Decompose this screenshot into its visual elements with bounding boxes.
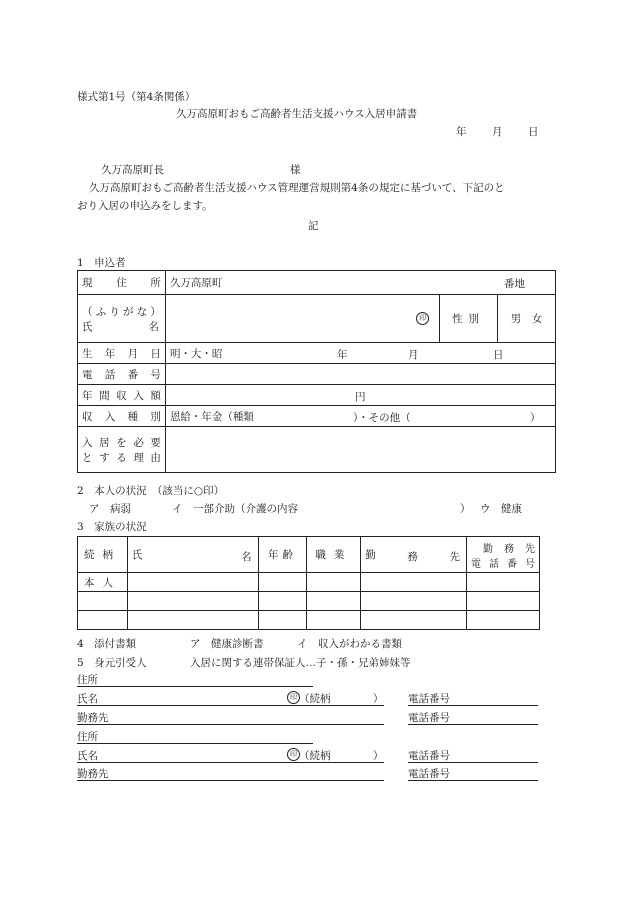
guarantor1-workplace-label: 勤務先 bbox=[77, 712, 109, 724]
reason-field[interactable] bbox=[165, 427, 555, 473]
guarantor2-work-phone[interactable] bbox=[408, 766, 538, 781]
form-number: 様式第1号（第4条関係） bbox=[77, 91, 196, 103]
guarantor1-name-label: 氏名 bbox=[77, 693, 98, 705]
gender-label: 性別 bbox=[440, 295, 498, 343]
family-cell[interactable] bbox=[361, 573, 467, 592]
ki-label: 記 bbox=[308, 220, 319, 232]
guarantor2-workplace-label: 勤務先 bbox=[77, 768, 109, 780]
attachment-b: イ 収入がわかる書類 bbox=[297, 638, 402, 650]
family-cell[interactable] bbox=[127, 592, 258, 611]
guarantor2-address-label: 住所 bbox=[77, 731, 98, 743]
guarantor2-phone[interactable] bbox=[408, 748, 538, 763]
birth-year: 年 bbox=[336, 349, 348, 361]
income-type-close: ） bbox=[529, 412, 541, 424]
birth-month: 月 bbox=[407, 349, 419, 361]
status-option-b[interactable]: イ 一部介助（介護の内容 bbox=[172, 503, 298, 515]
form-title: 久万高原町おもご高齢者生活支援ハウス入居申請書 bbox=[176, 108, 418, 120]
col-name-a: 氏 bbox=[131, 549, 143, 561]
birth-eras[interactable]: 明・大・昭 bbox=[169, 347, 223, 360]
section3-heading: 3 家族の状況 bbox=[77, 521, 147, 533]
col-relation: 続柄 bbox=[78, 537, 128, 573]
name-cell[interactable] bbox=[165, 295, 439, 343]
address-suffix: 番地 bbox=[504, 278, 525, 290]
birth-label: 生年月日 bbox=[82, 347, 161, 360]
family-cell[interactable] bbox=[258, 573, 307, 592]
birth-day: 日 bbox=[492, 349, 504, 361]
col-name-b: 名 bbox=[241, 551, 252, 563]
family-cell[interactable] bbox=[78, 611, 128, 630]
gender-options[interactable]: 男 女 bbox=[498, 295, 556, 343]
guarantor2-phone-label: 電話番号 bbox=[408, 750, 450, 762]
guarantor1-relation-close: ） bbox=[373, 693, 384, 705]
status-close: ） bbox=[460, 503, 471, 515]
name-label: 氏名 bbox=[82, 320, 159, 333]
guarantor2-name-label: 氏名 bbox=[77, 750, 98, 762]
col-work-phone-2: 電話番号 bbox=[471, 558, 535, 570]
family-cell[interactable] bbox=[361, 611, 467, 630]
section4-heading: 4 添付書類 bbox=[77, 638, 137, 650]
col-work-a: 勤 bbox=[365, 549, 376, 561]
col-work-b: 務 bbox=[407, 551, 418, 563]
guarantor1-workplace[interactable] bbox=[77, 710, 384, 725]
address-label: 現住所 bbox=[82, 277, 161, 289]
guarantor1-address[interactable] bbox=[77, 672, 313, 687]
status-option-c[interactable]: ウ 健康 bbox=[480, 503, 522, 515]
phone-field[interactable] bbox=[165, 364, 555, 385]
section1-heading: 1 申込者 bbox=[77, 257, 126, 269]
guarantor1-work-phone-label: 電話番号 bbox=[408, 712, 450, 724]
family-cell[interactable] bbox=[307, 592, 361, 611]
section2-heading: 2 本人の状況 （該当に○印） bbox=[77, 485, 225, 497]
guarantor1-phone-label: 電話番号 bbox=[408, 693, 450, 705]
family-cell[interactable] bbox=[467, 573, 540, 592]
family-cell[interactable] bbox=[307, 573, 361, 592]
income-unit: 円 bbox=[354, 391, 366, 403]
family-cell[interactable] bbox=[307, 611, 361, 630]
family-cell[interactable] bbox=[258, 592, 307, 611]
guarantor2-workplace[interactable] bbox=[77, 766, 384, 781]
guarantor2-work-phone-label: 電話番号 bbox=[408, 768, 450, 780]
guarantor1-relation: （続柄 bbox=[299, 693, 331, 705]
income-type-label: 収入種別 bbox=[82, 410, 161, 423]
col-age: 年齢 bbox=[258, 537, 307, 573]
guarantor2-seal-icon: 印 bbox=[287, 748, 300, 761]
intro-line-2: おり入居の申込みをします。 bbox=[77, 200, 213, 212]
family-cell[interactable] bbox=[467, 611, 540, 630]
date-month: 月 bbox=[492, 126, 503, 138]
seal-icon: 印 bbox=[416, 312, 429, 325]
guarantor-description: 入居に関する連帯保証人…子・孫・兄弟姉妹等 bbox=[190, 657, 411, 669]
family-cell[interactable] bbox=[127, 611, 258, 630]
col-work-c: 先 bbox=[449, 551, 461, 563]
guarantor1-phone[interactable] bbox=[408, 691, 538, 706]
income-type-pension[interactable]: 恩給・年金（種類 bbox=[169, 410, 254, 423]
guarantor1-address-label: 住所 bbox=[77, 674, 98, 686]
guarantor1-name[interactable] bbox=[77, 691, 384, 706]
furigana-label: （ふりがな） bbox=[82, 305, 161, 318]
guarantor2-relation: （続柄 bbox=[299, 750, 331, 762]
guarantor2-relation-close: ） bbox=[373, 750, 384, 762]
family-cell[interactable] bbox=[361, 592, 467, 611]
col-job: 職業 bbox=[307, 537, 361, 573]
family-cell[interactable] bbox=[78, 592, 128, 611]
income-field[interactable] bbox=[165, 385, 555, 406]
phone-label: 電話番号 bbox=[82, 368, 161, 381]
applicant-table bbox=[77, 270, 556, 473]
reason-label-2: とする理由 bbox=[82, 451, 161, 464]
honorific: 様 bbox=[290, 164, 301, 176]
address-value: 久万高原町 bbox=[169, 277, 223, 289]
addressee: 久万高原町長 bbox=[101, 164, 164, 176]
guarantor2-address[interactable] bbox=[77, 729, 313, 744]
family-cell[interactable] bbox=[258, 611, 307, 630]
income-type-other[interactable]: ）・その他（ bbox=[352, 412, 411, 424]
reason-label-1: 入居を必要 bbox=[82, 436, 161, 449]
income-label: 年間収入額 bbox=[82, 389, 161, 402]
guarantor1-work-phone[interactable] bbox=[408, 710, 538, 725]
status-option-a[interactable]: ア 病弱 bbox=[89, 503, 131, 515]
family-table bbox=[77, 536, 540, 630]
guarantor1-seal-icon: 印 bbox=[287, 691, 300, 704]
row1-relation: 本人 bbox=[78, 573, 128, 592]
col-work-phone-1: 勤務先 bbox=[483, 543, 535, 555]
family-cell[interactable] bbox=[127, 573, 258, 592]
family-cell[interactable] bbox=[467, 592, 540, 611]
date-year: 年 bbox=[456, 126, 467, 138]
section5-heading: 5 身元引受人 bbox=[77, 657, 147, 669]
guarantor2-name[interactable] bbox=[77, 748, 384, 763]
date-day: 日 bbox=[528, 126, 539, 138]
intro-line-1: 久万高原町おもご高齢者生活支援ハウス管理運営規則第4条の規定に基づいて、下記のと bbox=[89, 182, 505, 194]
attachment-a: ア 健康診断書 bbox=[190, 638, 264, 650]
